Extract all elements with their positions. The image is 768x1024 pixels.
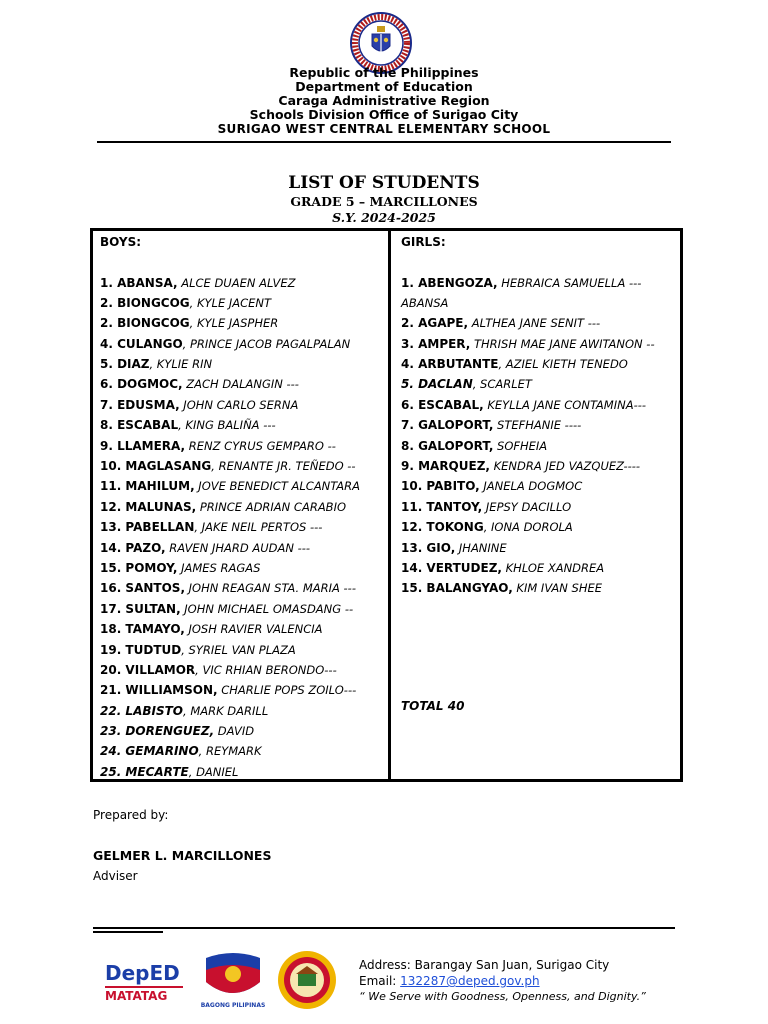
girls-row [401, 456, 680, 476]
footer-email-link[interactable]: 132287@deped.gov.ph [400, 974, 540, 988]
student-last-name: 7. EDUSMA, [100, 397, 180, 412]
boys-row [100, 640, 388, 660]
student-last-name: 6. ESCABAL, [401, 397, 484, 412]
student-first-name: , DANIEL [188, 764, 239, 779]
boys-row [100, 558, 388, 578]
boys-row [100, 436, 388, 456]
footer-rule [93, 927, 675, 929]
boys-row [100, 313, 388, 333]
boys-row [100, 741, 388, 761]
student-last-name: 2. BIONGCOG [100, 316, 190, 331]
girls-row [401, 415, 680, 435]
student-first-name: , REYMARK [198, 744, 262, 759]
student-first-name: JOHN MICHAEL OMASDANG -- [180, 601, 354, 616]
student-last-name: 10. PABITO, [401, 479, 480, 494]
student-last-name: 17. SULTAN, [100, 601, 181, 616]
girls-row [401, 334, 680, 354]
girls-row [401, 558, 680, 578]
student-first-name: , KYLE JACENT [189, 295, 272, 310]
student-first-name: KIM IVAN SHEE [512, 581, 603, 596]
boys-row [100, 497, 388, 517]
student-last-name: 5. DACLAN [401, 377, 473, 392]
student-last-name: 6. DOGMOC, [100, 377, 183, 392]
student-last-name: 16. SANTOS, [100, 581, 185, 596]
student-last-name: 9. MARQUEZ, [401, 459, 490, 474]
student-first-name: HEBRAICA SAMUELLA --- [497, 275, 642, 290]
boys-row [100, 273, 388, 293]
boys-row [100, 354, 388, 374]
student-first-name: JOVE BENEDICT ALCANTARA [194, 479, 360, 494]
student-last-name: 18. TAMAYO, [100, 622, 185, 637]
footer-motto: “ We Serve with Goodness, Openness, and Dignity.” [359, 990, 646, 1003]
student-first-name: , SCARLET [472, 377, 532, 392]
girls-row [401, 517, 680, 537]
footer-rule-accent [93, 931, 163, 933]
student-last-name: 11. TANTOY, [401, 499, 483, 514]
boys-row [100, 660, 388, 680]
student-first-name: , IONA DOROLA [483, 520, 573, 535]
student-first-name: JHANINE [455, 540, 507, 555]
girls-row [401, 538, 680, 558]
girls-row [401, 293, 680, 313]
student-first-name: , JAKE NEIL PERTOS --- [194, 520, 323, 535]
student-last-name: 2. BIONGCOG [100, 295, 190, 310]
bagong-logo-text: BAGONG PILIPINAS [200, 1002, 266, 1009]
student-first-name: RAVEN JHARD AUDAN --- [165, 540, 311, 555]
prepared-by-label: Prepared by: [93, 808, 169, 822]
student-first-name: JEPSY DACILLO [482, 499, 572, 514]
student-last-name: 12. MALUNAS, [100, 499, 197, 514]
student-first-name: , VIC RHIAN BERONDO--- [195, 662, 337, 677]
student-first-name: RENZ CYRUS GEMPARO -- [185, 438, 336, 453]
header-region: Caraga Administrative Region [278, 93, 490, 108]
bagong-pilipinas-logo [198, 952, 268, 1010]
deped-matatag-logo [103, 958, 185, 1006]
boys-row [100, 680, 388, 700]
page-subtitle: GRADE 5 – MARCILLONES [290, 194, 478, 209]
student-first-name: , PRINCE JACOB PAGALPALAN [182, 336, 351, 351]
student-first-name: JOHN CARLO SERNA [179, 397, 299, 412]
student-last-name: 15. BALANGYAO, [401, 581, 513, 596]
girls-column [394, 231, 680, 779]
student-first-name: , RENANTE JR. TEÑEDO -- [211, 459, 356, 474]
matatag-logo-text: MATATAG [105, 989, 168, 1003]
student-last-name: 15. POMOY, [100, 560, 178, 575]
boys-row [100, 456, 388, 476]
student-last-name: 14. PAZO, [100, 540, 166, 555]
footer-email-label: Email: [359, 974, 401, 988]
header-republic: Republic of the Philippines [289, 65, 479, 80]
student-last-name: 13. GIO, [401, 540, 456, 555]
boys-row [100, 374, 388, 394]
girls-row [401, 273, 680, 293]
boys-row [100, 578, 388, 598]
student-last-name: 22. LABISTO [100, 703, 184, 718]
header-department: Department of Education [295, 79, 473, 94]
boys-row [100, 599, 388, 619]
total-count: TOTAL 40 [401, 699, 465, 713]
footer-email-line [359, 973, 646, 989]
header-division: Schools Division Office of Surigao City [249, 107, 519, 122]
footer-contact [359, 957, 646, 1005]
student-last-name: 8. GALOPORT, [401, 438, 494, 453]
student-last-name: 19. TUDTUD [100, 642, 182, 657]
student-first-name: ALTHEA JANE SENIT --- [468, 316, 601, 331]
student-first-name: , SYRIEL VAN PLAZA [181, 642, 296, 657]
student-first-name: KENDRA JED VAZQUEZ---- [489, 459, 641, 474]
student-last-name: 25. MECARTE [100, 764, 189, 779]
student-first-name: , KING BALIÑA --- [178, 418, 276, 433]
girls-heading: GIRLS: [401, 235, 446, 249]
student-first-name: JOSH RAVIER VALENCIA [184, 622, 323, 637]
girls-row [401, 313, 680, 333]
student-last-name: 24. GEMARINO [100, 744, 199, 759]
boys-row [100, 415, 388, 435]
boys-row [100, 334, 388, 354]
header-school: SURIGAO WEST CENTRAL ELEMENTARY SCHOOL [217, 122, 551, 136]
student-last-name: 3. AMPER, [401, 336, 471, 351]
student-last-name: 8. ESCABAL [100, 418, 179, 433]
student-first-name: JAMES RAGAS [177, 560, 261, 575]
adviser-title: Adviser [93, 869, 138, 883]
student-first-name: DAVID [214, 724, 255, 739]
boys-row [100, 619, 388, 639]
student-last-name: 4. CULANGO [100, 336, 183, 351]
student-last-name: 10. MAGLASANG [100, 459, 212, 474]
girls-row [401, 476, 680, 496]
boys-row [100, 701, 388, 721]
school-year: S.Y. 2024-2025 [332, 210, 436, 225]
girls-row [401, 436, 680, 456]
document-header [0, 66, 768, 136]
students-table [90, 228, 683, 782]
student-last-name: 1. ABANSA, [100, 275, 178, 290]
footer-address: Address: Barangay San Juan, Surigao City [359, 958, 610, 972]
student-first-name: ALCE DUAEN ALVEZ [177, 275, 296, 290]
student-last-name: 12. TOKONG [401, 520, 484, 535]
student-first-name: KHLOE XANDREA [501, 560, 605, 575]
girls-row [401, 374, 680, 394]
student-first-name: SOFHEIA [493, 438, 548, 453]
student-first-name: , MARK DARILL [183, 703, 269, 718]
student-first-name: , KYLIE RIN [149, 357, 213, 372]
boys-heading: BOYS: [100, 235, 142, 249]
deped-logo-text: DepED [105, 961, 180, 985]
boys-column [93, 231, 391, 779]
boys-row [100, 721, 388, 741]
student-first-name: PRINCE ADRIAN CARABIO [196, 499, 347, 514]
student-first-name: , KYLE JASPHER [189, 316, 279, 331]
student-last-name: 21. WILLIAMSON, [100, 683, 218, 698]
header-rule [97, 141, 671, 143]
student-last-name: 11. MAHILUM, [100, 479, 195, 494]
student-last-name: 14. VERTUDEZ, [401, 560, 502, 575]
page-title: LIST OF STUDENTS [288, 173, 480, 193]
student-first-name: JOHN REAGAN STA. MARIA --- [185, 581, 356, 596]
boys-row [100, 395, 388, 415]
student-first-name: KEYLLA JANE CONTAMINA--- [483, 397, 647, 412]
student-first-name: CHARLIE POPS ZOILO--- [217, 683, 357, 698]
girls-row [401, 354, 680, 374]
girls-row [401, 497, 680, 517]
girls-row [401, 395, 680, 415]
boys-row [100, 762, 388, 782]
student-first-name: JANELA DOGMOC [479, 479, 583, 494]
student-last-name: 1. ABENGOZA, [401, 275, 498, 290]
student-last-name: 7. GALOPORT, [401, 418, 494, 433]
student-first-name: STEFHANIE ---- [493, 418, 582, 433]
student-last-name: 4. ARBUTANTE [401, 357, 499, 372]
student-first-name: , AZIEL KIETH TENEDO [498, 357, 628, 372]
girls-row [401, 578, 680, 598]
boys-row [100, 538, 388, 558]
student-first-name: THRISH MAE JANE AWITANON -- [470, 336, 655, 351]
student-last-name: 20. VILLAMOR [100, 662, 196, 677]
school-seal-logo [276, 950, 338, 1010]
student-last-name: 9. LLAMERA, [100, 438, 186, 453]
boys-row [100, 476, 388, 496]
student-last-name: 5. DIAZ [100, 357, 150, 372]
student-last-name: 2. AGAPE, [401, 316, 469, 331]
student-last-name: 13. PABELLAN [100, 520, 195, 535]
student-last-name: 23. DORENGUEZ, [100, 724, 215, 739]
student-first-name: ZACH DALANGIN --- [182, 377, 299, 392]
student-first-name: ABANSA [401, 295, 449, 310]
adviser-name: GELMER L. MARCILLONES [93, 848, 272, 863]
boys-row [100, 517, 388, 537]
boys-row [100, 293, 388, 313]
